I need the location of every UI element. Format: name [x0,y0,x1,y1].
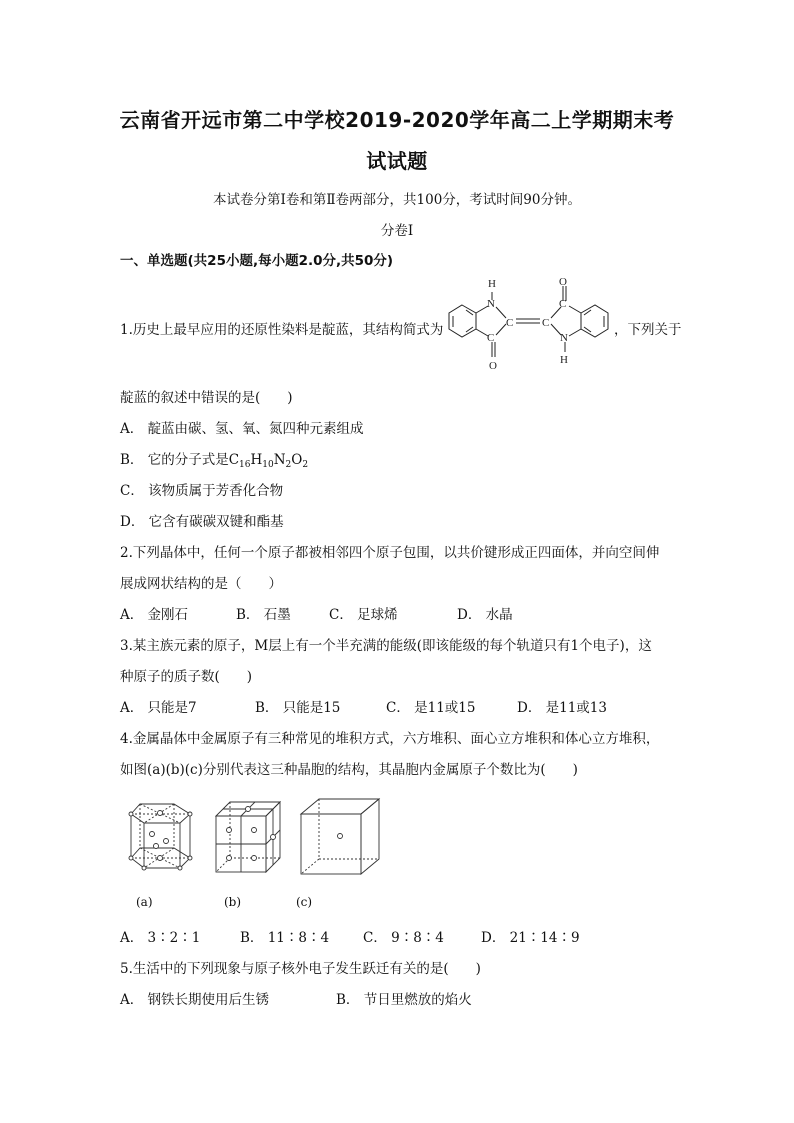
q3-stem-part-a: 3.某主族元素的原子，M层上有一个半充满的能级(即该能级的每个轨道只有1个电子)，这 [120,638,652,654]
section-heading: 一、单选题(共25小题,每小题2.0分,共50分) [120,253,394,269]
q2-option-b: B． 石墨 [236,607,291,623]
atom-label-o-right: O [559,276,567,288]
q1-stem-part-a: 1.历史上最早应用的还原性染料是靛蓝，其结构简式为 [120,322,444,338]
part-label: 分卷I [380,223,414,239]
atom-label-h-right: H [560,354,568,366]
q3-option-c: C． 是11或15 [386,700,476,716]
exam-title-line2: 试试题 [366,149,428,173]
q3-option-b: B． 只能是15 [255,700,341,716]
q4-stem-part-a: 4.金属晶体中金属原子有三种常见的堆积方式，六方堆积、面心立方堆积和体心立方堆积， [120,731,660,747]
atom-label-c-carbonyl-right: C [559,298,567,310]
q1-option-c: C． 该物质属于芳香化合物 [120,483,284,499]
q4-option-a: A． 3∶2∶1 [120,930,201,946]
indigo-structure-diagram [448,275,612,375]
figure-label-a: (a) [136,895,153,909]
q4-option-c: C． 9∶8∶4 [363,930,444,946]
unit-cell-bcc-figure [298,796,384,878]
q1-option-a: A． 靛蓝由碳、氢、氧、氮四种元素组成 [120,421,364,437]
atom-label-c-carbonyl-left: C [487,332,495,344]
q3-stem-part-b: 种原子的质子数( ) [120,669,253,685]
q3-option-a: A． 只能是7 [120,700,197,716]
figure-label-c: (c) [296,895,313,909]
q4-option-b: B． 11∶8∶4 [240,930,330,946]
q1-stem-part-c: 靛蓝的叙述中错误的是( ) [120,390,293,406]
q1-option-b: B． 它的分子式是$C_{16}H_{10}N_2O_2$ [120,452,309,470]
q2-stem-part-b: 展成网状结构的是（ ） [120,576,282,592]
unit-cell-fcc-figure [212,798,284,876]
atom-label-n-left: N [487,298,495,310]
atom-label-c-left: C [506,317,514,329]
atom-label-c-right: C [542,317,550,329]
q5-option-a: A． 钢铁长期使用后生锈 [120,992,270,1008]
q2-stem-part-a: 2.下列晶体中，任何一个原子都被相邻四个原子包围，以共价键形成正四面体，并向空间伸 [120,545,660,561]
q2-option-c: C． 足球烯 [329,607,398,623]
q5-option-b: B． 节日里燃放的焰火 [336,992,472,1008]
q2-option-a: A． 金刚石 [120,607,189,623]
atom-label-o-left: O [489,360,497,372]
atom-label-h-left: H [488,278,496,290]
unit-cell-hexagonal-figure [126,796,196,876]
q3-option-d: D． 是11或13 [517,700,607,716]
q1-stem-part-b: ，下列关于 [614,322,682,338]
q4-stem-part-b: 如图(a)(b)(c)分别代表这三种晶胞的结构，其晶胞内金属原子个数比为( ) [120,762,578,778]
q5-stem: 5.生活中的下列现象与原子核外电子发生跃迁有关的是( ) [120,961,481,977]
q2-option-d: D． 水晶 [457,607,513,623]
atom-label-n-right: N [560,332,568,344]
figure-label-b: (b) [224,895,242,909]
q1-option-d: D． 它含有碳碳双键和酯基 [120,514,284,530]
q4-option-d: D． 21∶14∶9 [481,930,580,946]
exam-title-line1: 云南省开远市第二中学校2019-2020学年高二上学期期末考 [119,108,675,132]
exam-intro: 本试卷分第Ⅰ卷和第Ⅱ卷两部分，共100分，考试时间90分钟。 [213,192,581,208]
